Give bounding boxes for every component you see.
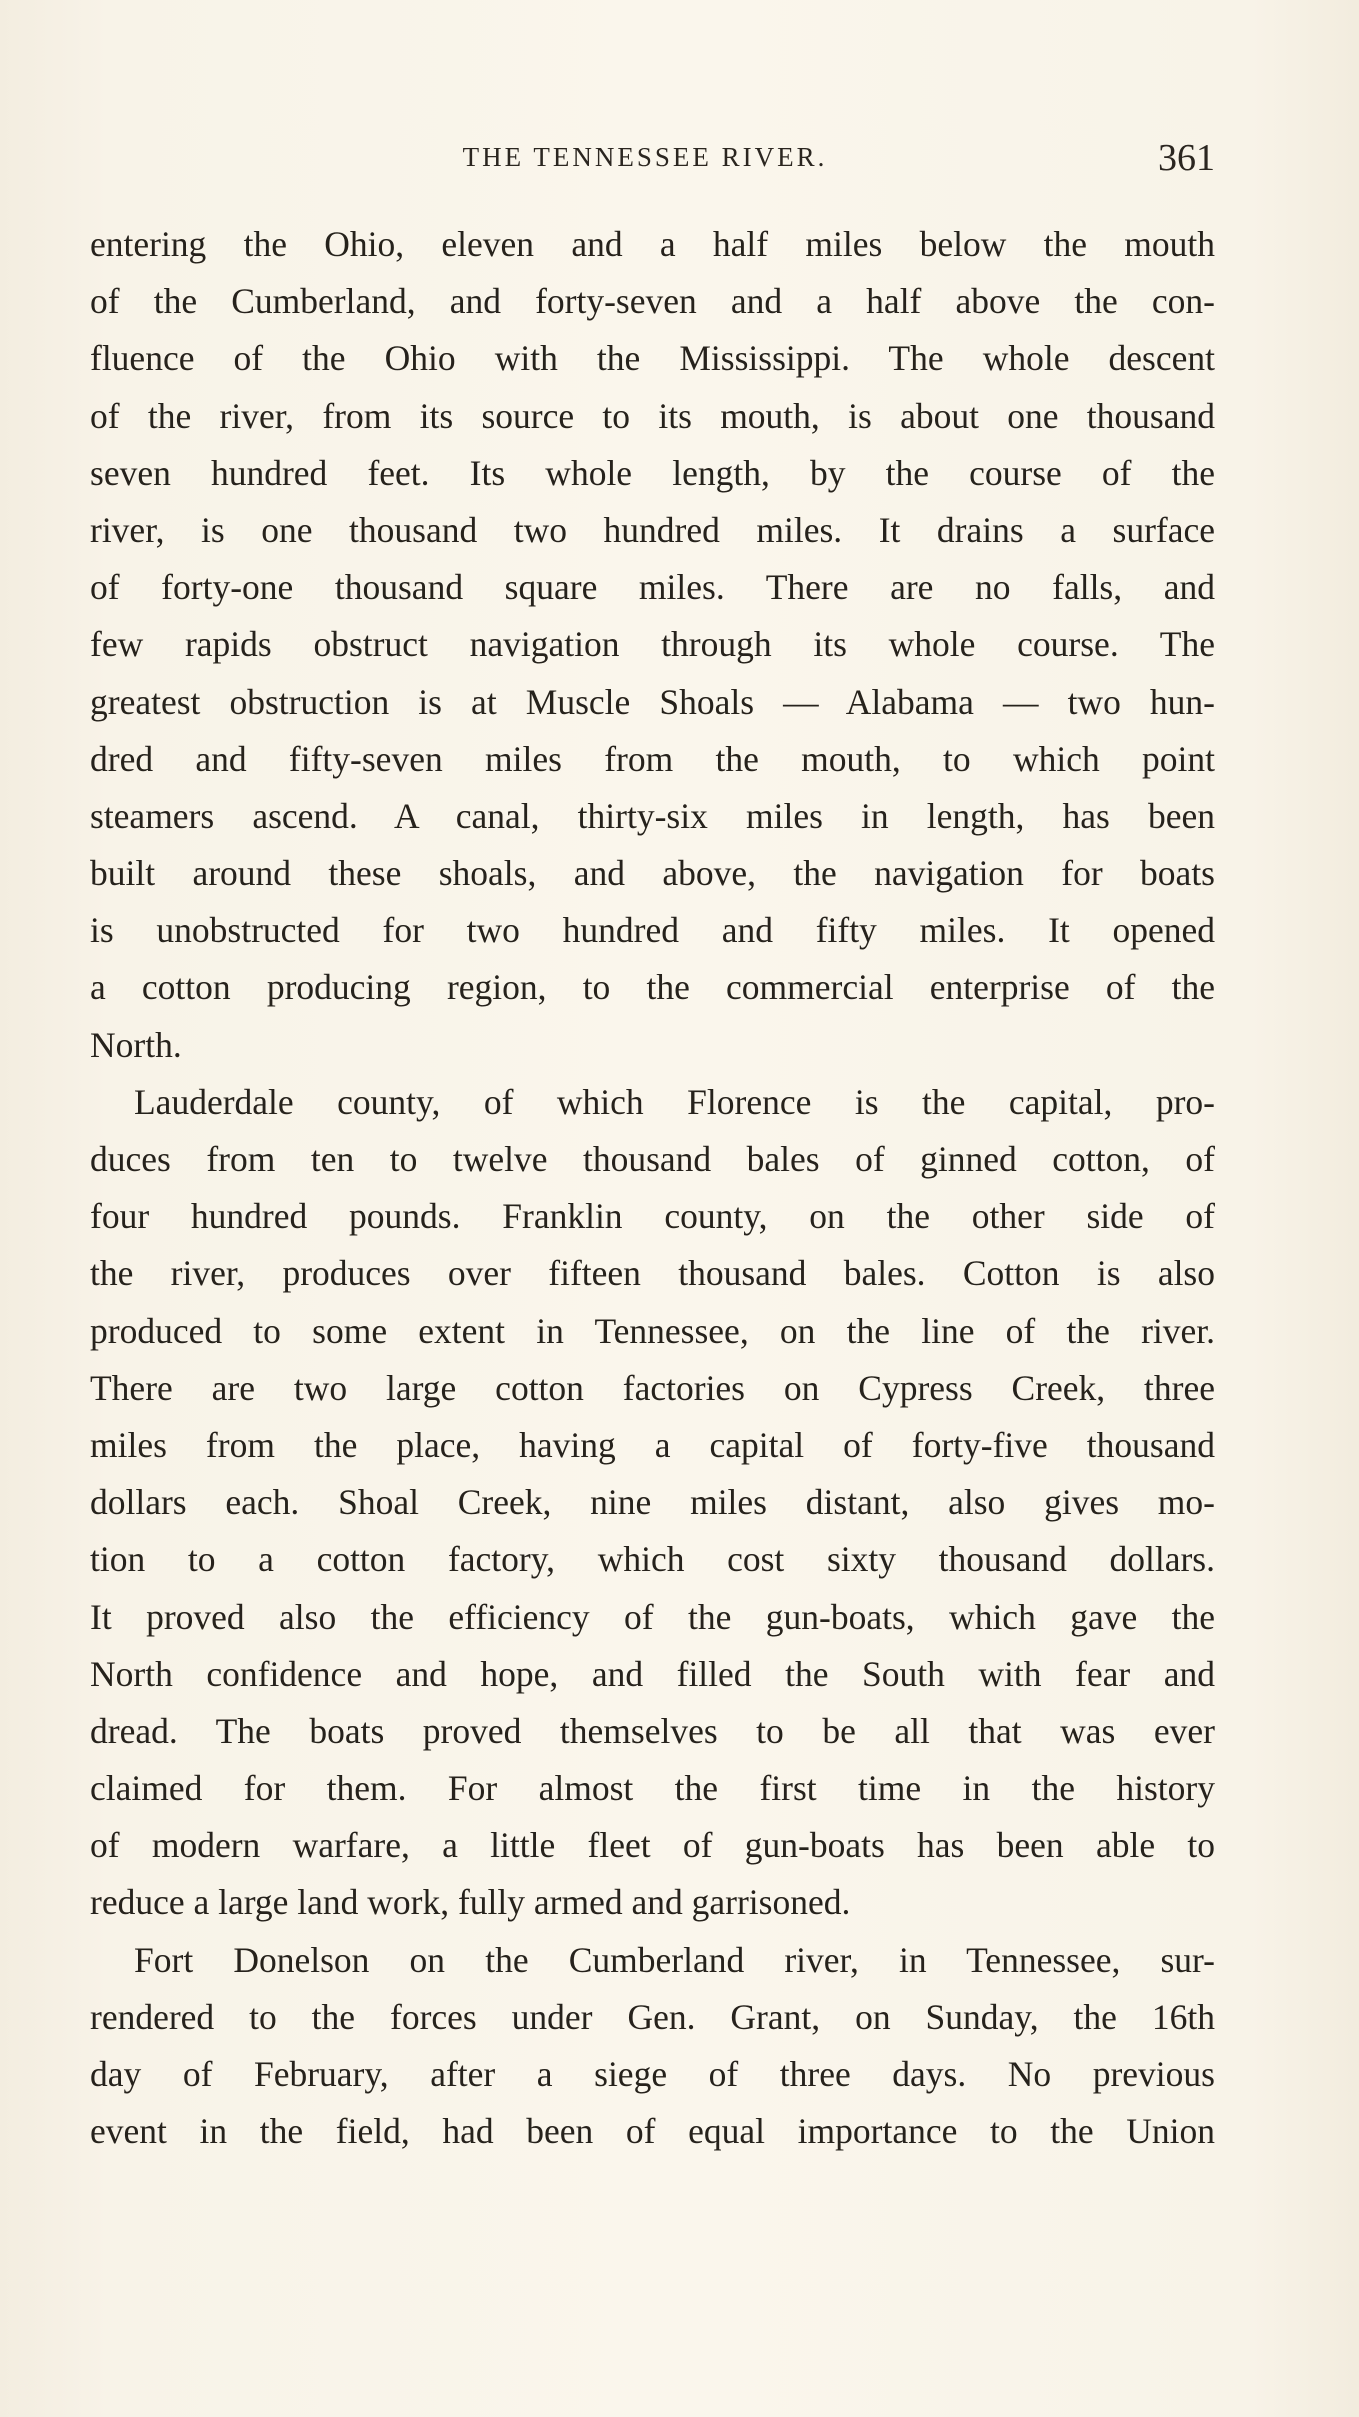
text-line: claimed for them. For almost the first time in the history bbox=[90, 1768, 1215, 1809]
text-line: the river, produces over fifteen thousand bales. Cotton is also bbox=[90, 1253, 1215, 1294]
text-line: duces from ten to twelve thousand bales of ginned cotton, of bbox=[90, 1139, 1215, 1179]
text-line: a cotton producing region, to the commercial enterprise of the bbox=[90, 967, 1215, 1008]
page-number: 361 bbox=[1158, 137, 1215, 179]
text-line: steamers ascend. A canal, thirty-six miles in length, has been bbox=[90, 795, 1215, 836]
text-line: of the river, from its source to its mouth, is about one thousand bbox=[90, 395, 1215, 436]
text-line: fluence of the Ohio with the Mississippi. The whole descent bbox=[90, 338, 1215, 379]
text-line: few rapids obstruct navigation through its whole course. The bbox=[90, 624, 1215, 665]
text-line: Fort Donelson on the Cumberland river, in Tennessee, sur- bbox=[134, 1939, 1215, 1980]
text-line: There are two large cotton factories on Cypress Creek, three bbox=[90, 1367, 1215, 1408]
text-line: Lauderdale county, of which Florence is the capital, pro- bbox=[134, 1081, 1215, 1122]
running-head: THE TENNESSEE RIVER. bbox=[462, 142, 828, 172]
text-line: entering the Ohio, eleven and a half miles below the mouth bbox=[90, 224, 1215, 264]
text-line: produced to some extent in Tennessee, on the line of the river. bbox=[90, 1310, 1215, 1351]
text-line: of forty-one thousand square miles. There are no falls, and bbox=[90, 567, 1215, 608]
text-line: miles from the place, having a capital of forty-five thousand bbox=[90, 1424, 1215, 1465]
page-header bbox=[90, 136, 1215, 186]
text-line: rendered to the forces under Gen. Grant, on Sunday, the 16th bbox=[90, 1996, 1215, 2037]
text-line: North confidence and hope, and filled the South with fear and bbox=[90, 1653, 1215, 1694]
text-line: dollars each. Shoal Creek, nine miles distant, also gives mo- bbox=[90, 1482, 1215, 1523]
text-line: four hundred pounds. Franklin county, on the other side of bbox=[90, 1196, 1215, 1237]
text-line: river, is one thousand two hundred miles. It drains a surface bbox=[90, 509, 1215, 550]
text-line: dred and fifty-seven miles from the mouth, to which point bbox=[90, 738, 1215, 779]
body-text bbox=[90, 216, 1215, 2160]
text-line: is unobstructed for two hundred and fifty miles. It opened bbox=[90, 910, 1215, 951]
text-line: greatest obstruction is at Muscle Shoals — Alabama — two hun- bbox=[90, 681, 1215, 722]
text-line: It proved also the efficiency of the gun-boats, which gave the bbox=[90, 1596, 1215, 1637]
text-line: North. bbox=[90, 1024, 182, 1065]
text-line: day of February, after a siege of three days. No previous bbox=[90, 2054, 1215, 2094]
text-line: dread. The boats proved themselves to be all that was ever bbox=[90, 1710, 1215, 1751]
text-line: tion to a cotton factory, which cost sixty thousand dollars. bbox=[90, 1539, 1215, 1580]
text-line: event in the field, had been of equal importance to the Union bbox=[90, 2111, 1215, 2152]
text-line: reduce a large land work, fully armed and garrisoned. bbox=[90, 1882, 851, 1923]
text-line: of modern warfare, a little fleet of gun-boats has been able to bbox=[90, 1825, 1215, 1866]
text-line: seven hundred feet. Its whole length, by the course of the bbox=[90, 452, 1215, 493]
text-line: built around these shoals, and above, the navigation for boats bbox=[90, 853, 1215, 894]
text-line: of the Cumberland, and forty-seven and a half above the con- bbox=[90, 281, 1215, 322]
